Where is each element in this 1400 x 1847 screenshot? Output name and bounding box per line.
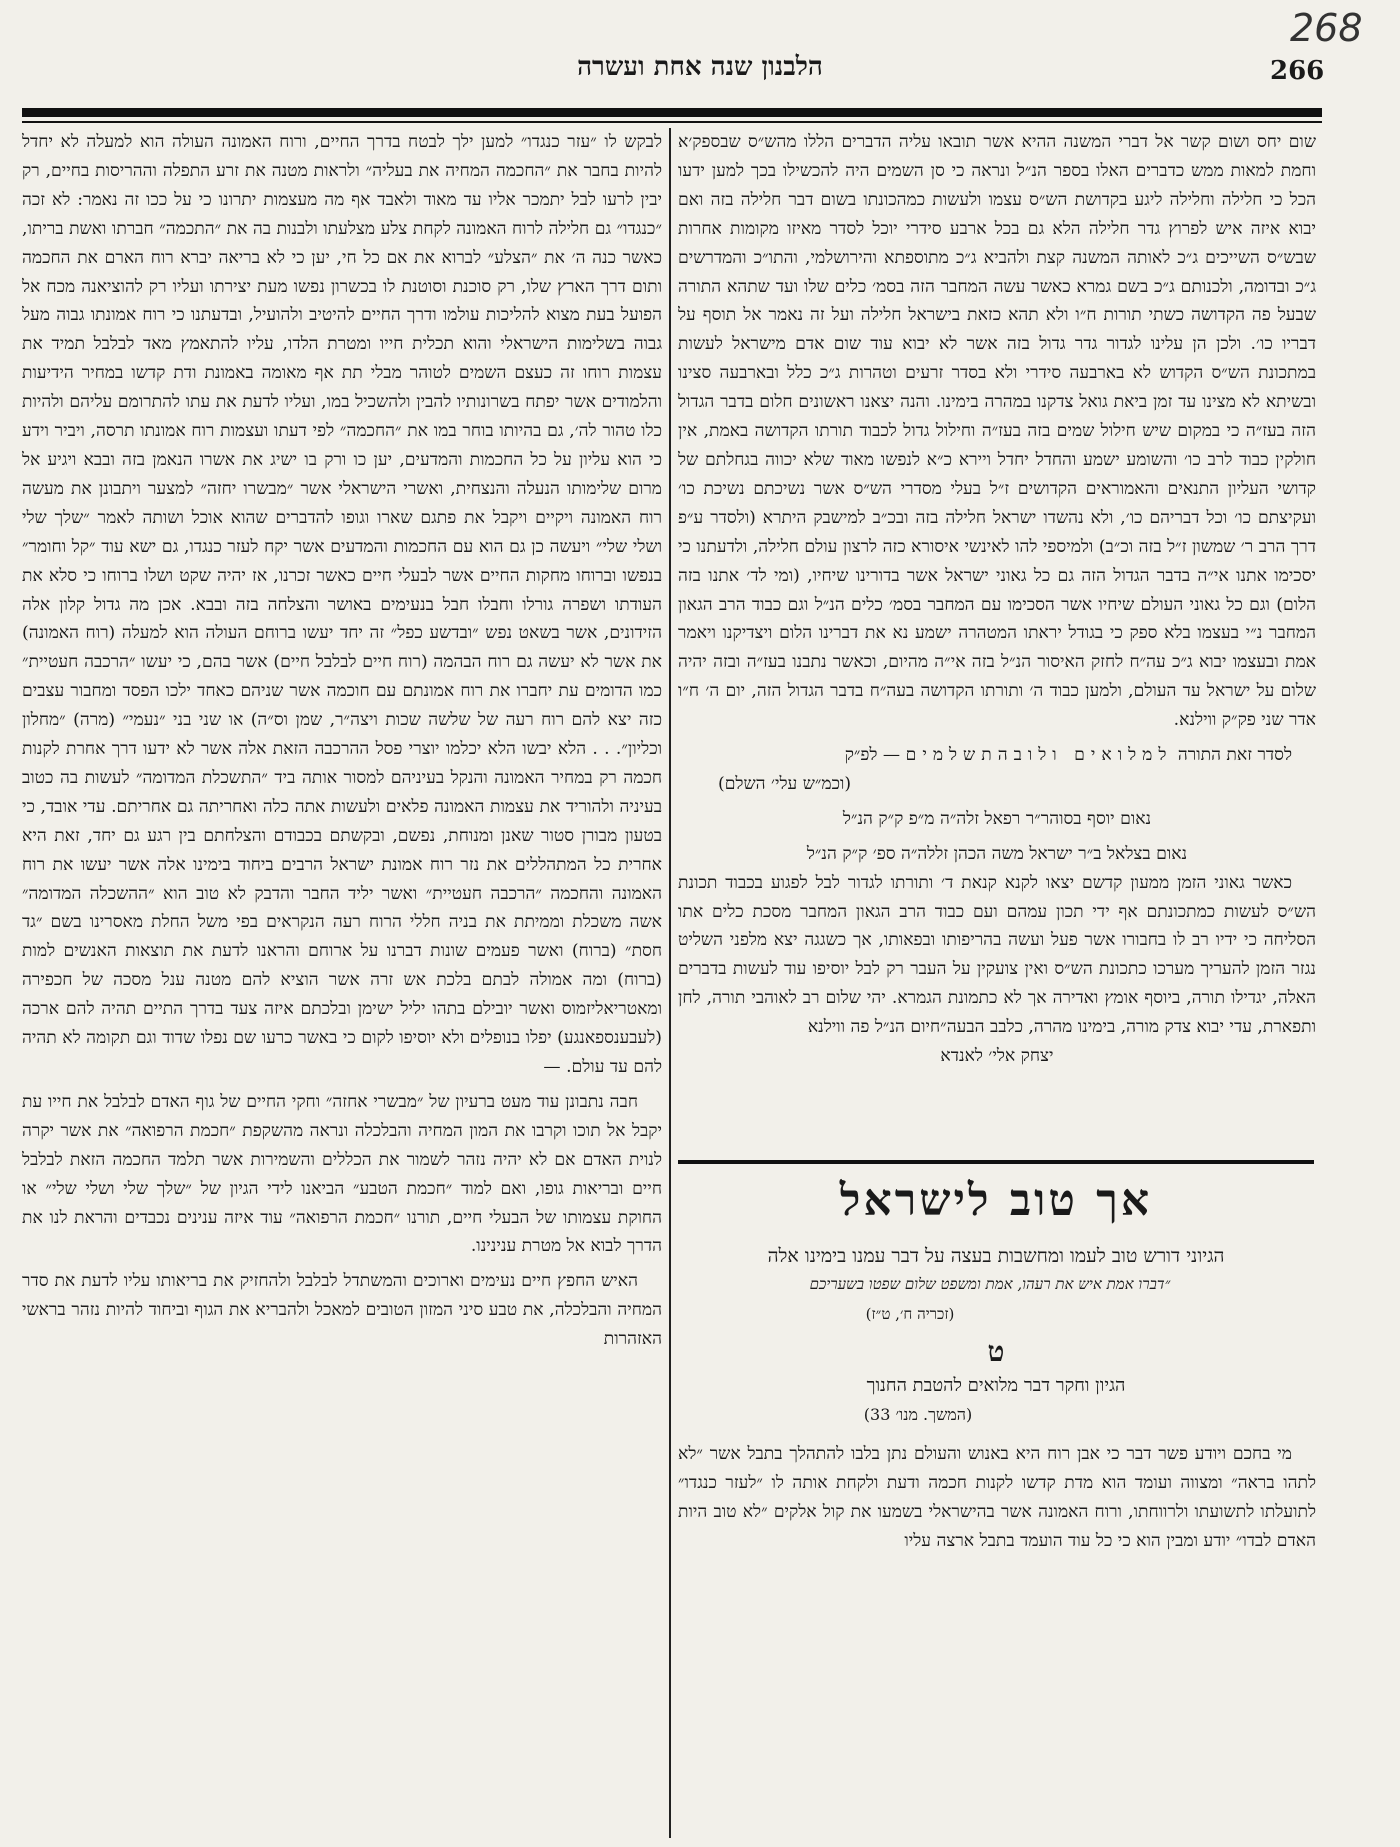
left-paragraph-3: האיש החפץ חיים נעימים וארוכים והמשתדל לבלבל ולהחזיק את בריאותו עליו לדעת את סדר המחיה והבלכלה, את טבע סיני המזון הטובים למאכל ולהבריא את הגוף וביחוד להיות נזהר בראשי האזהרות (22, 1271, 662, 1350)
part-title: הגיון וחקר דבר מלואים להטבת החנוך (866, 1375, 1126, 1396)
motto-source: (זכריה ח׳, ט״ז) (865, 1305, 955, 1323)
section-title: אך טוב לישראל (839, 1175, 1153, 1226)
header-rule-thick (22, 108, 1322, 117)
section-motto: ״דברו אמת איש את רעהו, אמת ומשפט שלום שפטו בשעריכם (809, 1275, 1171, 1293)
ordinance-spaced: למלואים ולובהתשלמים (905, 745, 1173, 766)
right-column (678, 128, 1316, 1153)
ordinance-note: (וכמ״ש עלי׳ השלם) (718, 773, 852, 794)
ordinance-tail: — לפ״ק (844, 745, 901, 766)
page-number: 266 (1270, 56, 1325, 86)
left-paragraph-2: חבה נתבונן עוד מעט ברעיון של ״מבשרי אחזה״ וחקי החיים של גוף האדם לבלבל את חייו עת יקבל אל תוכו וקרבו את המון המחיה והבלכלה ונראה מהשקפת ״חכמת הרפואה״ את אשר יקרה לנוית האדם אם לא יהיה נזהר לשמור את הכללים והשמירות אשר תלמד החכמה הזאת לבלבל חיים ובריאות גופו, ואם למוד ״חכמת הטבע״ הביאנו לידי הגיון של ״שלך שלי ושלי שלי״ או החוקת עצמותו של הבעלי חיים, תורנו ״חכמת הרפואה״ עוד איזה ענינים נכבדים והראת לנו את הדרך לבוא אל מטרת ענינינו. (22, 1091, 662, 1257)
left-paragraph: לבקש לו ״עזר כנגדו״ למען ילך לבטח בדרך החיים, ורוח האמונה העולה הוא למעלה לא יחדל להיות בחבר את ״החכמה המחיה את בעליה״ ולראות מטנה את זרע התפלה וההריסות בחיים, רק יבין לרעו לבל יתמכר אליו עד מאוד ולאבד אף מה מעצמות יתרונו כי על ככו זה נאמר: לא זכה ״כנגדו״ גם חלילה לרוח האמונה לקחת צלע מצלעתו ולבנות בה את ״התכמה״ חברתו ואשת בריתו, כאשר כנה ה׳ את ״הצלע״ לברוא את אם כל חי, יען כי לא בריאה יברא רוח הארם את החכמה ותום דרך הארץ שלו, רק סוכנת וסוטנת לו בכשרון נפשו מעת יצירתו ועליו רק להוציאנה מכח אל הפועל בעת מצוא להליכות עולמו ודרך החיים להיטיב ולהועיל, ובדעתנו כי רוח אמונתו גבוה מעל גבוה בשלימות הישראלי והוא תכלית חייו ומטרת הלדו, עליו להתאמץ מאד לבלבל תמיד את עצמות רוחו זה כעצם השמים לטוהר מבלי תת אף מאומה באמונת ודת קדשו במחיר הידיעות והלמודים אשר יפתח בשרונותיו להבין ולהשכיל במו, ועליו לדעת את עתו להתרומם עליהם ולהיות כלו טהור לה׳, גם בהיותו בוחר במו את ״החכמה״ לפי דעתו ועצמות רוח אמונתו תרסה, ויביר וידע כי הוא עליון על כל החכמות והמדעים, יען כו ורק בו ישיג את אשרו הנאמן בזה ובבא ויגיע אל מרום שלימותו הנעלה והנצחית, ואשרי הישראלי אשר ״מבשרו יחזה״ למצער ויתבונן את מעשה רוח האמונה ויקיים ויקבל את פתגם שארו וגופו להדברים שהוא אוכל ושותה לאמר ״שלך שלי ושלי שלי״ ויעשה כן גם הוא עם החכמות והמדעים אשר יקח לעזר כנגדו, גם ישא עוד ״קל וחומר״ בנפשו וברוחו מחקות החיים אשר לבעלי חיים כאשר זכרנו, אז יהיה שקט ושלו ברוחו כי סלא את העודתו ושפרה גורלו וחבלו חבל בנעימים באושר והצלחה בזה ובבא. אכן מה גדול קלון אלה הזידונים, אשר בשאט נפש ״ובדשע כפל״ זה יחד יעשו ברוחם העולה הוא למעלה (רוח האמונה) את אשר לא יעשה גם רוח הבהמה (רוח חיים לבלבל חיים) אשר בהם, כי יעשו ״הרכבה חעטיית״ כמו הדומים עת יחברו את רוח אמונתם עם חוכמה אשר שניהם כאחד ילכו הפסד ומחבור עצבים כזה יצא להם רוח רעה של שלשה שכות ויצה״ר, שמן וס״ה) או שני בני ״נעמי״ (מרה) ״מחלון וכליון״. . . הלא יבשו הלא יכלמו יוצרי פסל ההרכבה הזאת אלה אשר לא ידעו דרך אחרת לקנות חכמה רק במחיר האמונה והנקל בעיניהם למסור אותה ביד ״התשכלת המדומה״ לעשות בה כטוב בעיניה ולהוריד את עצמות האמונה פלאים ולעשות אתה כלה ואחריתה גם אחריתם. עדי אובד, כי בטעון מבורן סטור שאנן ומנוחת, נפשם, ובקשתם בכבודם והצלחתם בין רגע גם יחד, זאת היא אחרית כל המתהללים את נזר רוח אמונת ישראל הרבים ביחוד בימינו אלה אשר יעשו את רוח האמונה והחכמה ״הרכבה חעטיית״ ואשר יליד החבר והדבק לא טוב הוא ״ההשכלה המדומה״ אשה משכלת וממיתת את בניה חללי הרוח רעה הנקראים בפי משל החלת מאסרינו בשם ״גד חסת״ (ברוח) ואשר פעמים שונות דברנו על ארוחם והראנו לדעת את תוצאות האנשים למות (ברוח) ומה אמולה לבתם בלכת אש זרה אשר הוציא להם מטנה ענל מסכה של חכפירה ומאטריאליזמוס ואשר יובילם בתהו יליל ישימן ובלכתם איזה צעד בדרך התיים תהיה להם ארכה (לעבענספאנגע) יפלו בנופלים ולא יוסיפו לקום כי באשר כרעו שם נפלו שדוד וגם תקומה לא תהיה להם עד עולם. — (22, 132, 662, 1077)
right-paragraph: שום יחס ושום קשר אל דברי המשנה ההיא אשר תובאו עליה הדברים הללו מהש״ס שבספק׳א וחמת למאות ממש כדברים האלו בספר הנ״ל ונראה כי סן השמים היה להכשילו בכך למען ידעו הכל כי חלילה וחלילה ליגע בקדושת הש״ס עצמו ולעשות כמהכונתו בשום דבר חלילה בזה ואם יבוא איזה איש לפרוץ גדר חלילה הלא גם בכל ארבע סידרי יוכל לסדר מאיזו מקומות אחרות שבש״ס השייכים ג״כ לאותה המשנה קצת ולהביא ג״כ מתוספתא והירושלמי, והתו״כ והמדרשים ג״כ ובדומה, ולכנותם ג״כ בשם גמרא כאשר עשה המחבר הזה בסמ׳ כלים שלו ועד שתהא התורה שבעל פה הקדושה כשתי תורות ח״ו ולא תהא כזאת בישראל חלילה ועל זה נאמר אל תוסף על דבריו כו׳. ולכן הן עלינו לגדור גדר גדול בזה אשר לא יבוא עוד שום אדם מישראל לעשות במתכונת הש״ס הקדוש לא בארבעה סידרי ולא בסדר זרעים וטהרות ג״כ כלל ובארבעה סצינו ובשיתא לא מצינו עד זמן ביאת גואל צדקנו במהרה בימינו. והנה יצאנו ראשונים חלום בדבר הגדול הזה בעז״ה כי במקום שיש חילול שמים בזה בעז״ה וחילול גדול לכבוד תורתו הקדושה באמת, אין חולקין כבוד לרב כו׳ והשומע ישמע והחדל יחדל ויירא כ״א לנפשו מאוד שלא יכווה בגחלתם של קדושי העליון התנאים והאמוראים הקדושים ז״ל בעלי מסדרי הש״ס אשר נשיכתם נשיכת כו׳ ועקיצתם כו׳ וכל דבריהם כו׳, ולא נהשדו ישראל חלילה בזה ובכ״ב למישבק היתרא (ולסדר ע״פ דרך הרב ר׳ שמשון ז״ל בזה וכ״ב) ולמיספי להו לאינשי איסורא כזה לרצון עולם חלילה, ולדעתנו כי יסכימו אתנו אי״ה בדבר הגדול הזה גם כל גאוני ישראל אשר בדורינו שיחיו, (ומי לד׳ אתנו בזה הלום) וגם כל גאוני העולם שיחיו אשר הסכימו עם המחבר בסמ׳ כלים הנ״ל וגם כבוד הרב הגאון המחבר נ״י בעצמו בלא ספק כי בגודל יראתו המטהרה ישמע נא את דברינו הלום ויצדיקנו ויאמר אמת ובעצמו יבוא ג״כ עה״ח לחזק האיסור הנ״ל בזה אי״ה מהיום, וכאשר נתבנו בעז״ה ובזה יהיה שלום על ישראל עד העולם, ולמען כבוד ה׳ ותורתו הקדושה בעה״ח בדבר הגדול הזה, יום ה׳ ח״ו אדר שני פק״ק ווילנא. (678, 132, 1316, 731)
ordinance-line (678, 741, 1316, 770)
left-column (22, 128, 662, 1838)
lower-right-column (678, 1440, 1316, 1838)
header-rule-thin (22, 121, 1322, 123)
handwritten-page-number: 268 (1290, 6, 1363, 50)
signature-2: נאום בצלאל ב״ר ישראל משה הכהן זללה״ה ספ׳ ק״ק הנ״ל (806, 843, 1188, 864)
ordinance-text: לסדר זאת התורה (1177, 745, 1292, 766)
signature-1: נאום יוסף בסוהר״ר רפאל זלה״ה מ״פ ק״ק הנ״ל (842, 808, 1152, 829)
closing-signature: יצחק אלי׳ לאנדא (940, 1046, 1054, 1067)
running-title: הלבנון שנה אחת ועשרה (577, 52, 823, 82)
part-letter: ט (987, 1335, 1005, 1368)
lower-right-paragraph: מי בחכם ויודע פשר דבר כי אבן רוח היא באנוש והעולם נתן בלבו להתהלך בתבל אשר ״לא לתהו בראה״ ומצווה ועומד הוא מדת קדשו לקנות חכמה ודעת ולקחת אותה לו ״לעזר כנגדו״ לתועלתו לתשועתו ולרווחתו, ורוח האמונה אשר בהישראלי בשמעו את קול אלקים ״לא טוב היות האדם לבדו״ יודע ומבין הוא כי כל עוד הועמד בתבל ארצה עליו (678, 1444, 1316, 1551)
column-divider (669, 128, 671, 1838)
section-subtitle: הגיוני דורש טוב לעמו ומחשבות בעצה על דבר עמנו בימינו אלה (767, 1245, 1225, 1267)
part-continuation: (המשך. מנו׳ 33) (863, 1405, 973, 1424)
section-rule (678, 1160, 1314, 1164)
closing-paragraph: כאשר גאוני הזמן ממעון קדשם יצאו לקנא קנאת ד׳ ותורתו לגדור לבל לפגוע בכבוד תכונת הש״ס לעשות כמתכונתם אף ידי תכון עמהם ועם כבוד הרב הגאון המחבר מסכת כלים אתו הסליחה כי ידיו רב לו בחבורו אשר פעל ועשה בהריפותו ובפאותו, אך כשגגה יצא מלפני השליט נגזר הזמן להעריך מערכו כתכונת הש״ס ואין צועקין על העבר רק לבל יוסיפו עוד לעשות בדברים האלה, יגדילו תורה, ביוסף אומץ ואדירה אך לא כתמונת הגמרא. יהי שלום רב לאוהבי תורה, לחן ותפארת, עדי יבוא צדק מורה, בימינו מהרה, כלבב הבעה״חיום הנ״ל פה ווילנא (678, 872, 1316, 1038)
